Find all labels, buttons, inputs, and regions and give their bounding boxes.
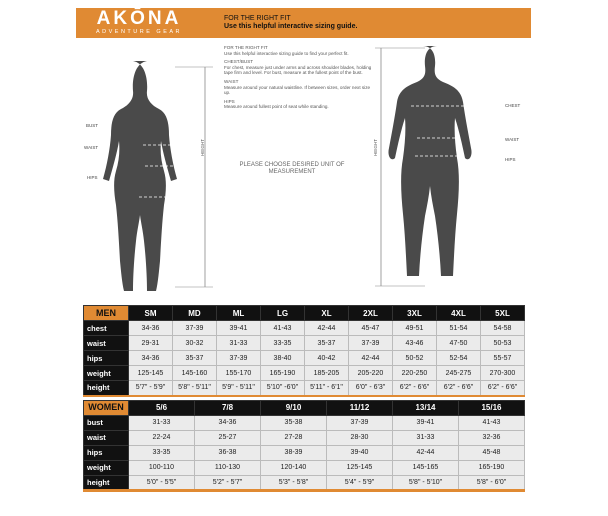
table-cell: 5'8" - 6'0" — [459, 475, 525, 490]
woman-hips-label: HIPS — [87, 175, 98, 180]
table-cell: 35-38 — [261, 415, 327, 430]
women-size-table — [83, 400, 525, 492]
table-row — [84, 321, 525, 336]
table-cell: 5'11" - 6'1" — [305, 381, 349, 396]
table-cell: 50-52 — [393, 351, 437, 366]
table-cell: 205-220 — [349, 366, 393, 381]
table-cell: 5'9" - 5'11" — [217, 381, 261, 396]
table-cell: 125-145 — [327, 460, 393, 475]
table-cell: 34-36 — [129, 351, 173, 366]
table-cell: 34-36 — [195, 415, 261, 430]
table-row — [84, 336, 525, 351]
table-cell: 37-39 — [173, 321, 217, 336]
size-header: 9/10 — [261, 400, 327, 415]
row-label: hips — [84, 445, 129, 460]
logo-tagline: ADVENTURE GEAR — [95, 29, 183, 35]
note-2 — [224, 79, 374, 96]
table-cell: 36-38 — [195, 445, 261, 460]
table-cell: 125-145 — [129, 366, 173, 381]
size-header: XL — [305, 306, 349, 321]
size-header: LG — [261, 306, 305, 321]
banner-title — [224, 15, 357, 31]
size-header: 13/14 — [393, 400, 459, 415]
table-row — [84, 430, 525, 445]
size-header: MD — [173, 306, 217, 321]
table-cell: 52-54 — [437, 351, 481, 366]
table-cell: 6'2" - 6'6" — [393, 381, 437, 396]
men-header-row — [84, 306, 525, 321]
women-header-row — [84, 400, 525, 415]
table-row — [84, 460, 525, 475]
table-row — [84, 445, 525, 460]
table-cell: 41-43 — [459, 415, 525, 430]
table-cell: 25-27 — [195, 430, 261, 445]
sizing-notes — [224, 45, 374, 113]
table-cell: 35-37 — [305, 336, 349, 351]
table-cell: 145-160 — [173, 366, 217, 381]
header-banner — [76, 8, 531, 38]
table-cell: 27-28 — [261, 430, 327, 445]
woman-height-label: HEIGHT — [200, 138, 206, 157]
size-header: 15/16 — [459, 400, 525, 415]
logo-brand: AKŌNA — [96, 8, 182, 29]
table-cell: 155-170 — [217, 366, 261, 381]
table-cell: 32-36 — [459, 430, 525, 445]
table-cell: 42-44 — [393, 445, 459, 460]
table-cell: 120-140 — [261, 460, 327, 475]
akona-logo — [84, 10, 194, 36]
unit-prompt[interactable]: PLEASE CHOOSE DESIRED UNIT OF MEASUREMENT — [239, 162, 345, 175]
table-cell: 5'8" - 5'10" — [393, 475, 459, 490]
table-cell: 41-43 — [261, 321, 305, 336]
table-cell: 5'2" - 5'7" — [195, 475, 261, 490]
note-heading: CHEST/BUST — [224, 59, 254, 65]
table-cell: 33-35 — [129, 445, 195, 460]
table-cell: 165-190 — [261, 366, 305, 381]
table-cell: 165-190 — [459, 460, 525, 475]
table-cell: 5'4" - 5'9" — [327, 475, 393, 490]
banner-subtitle: Use this helpful interactive sizing guide. — [224, 23, 358, 30]
table-cell: 42-44 — [349, 351, 393, 366]
row-label: waist — [84, 430, 129, 445]
row-label: weight — [84, 366, 129, 381]
table-cell: 37-39 — [327, 415, 393, 430]
table-cell: 6'2" - 6'6" — [481, 381, 525, 396]
table-cell: 39-41 — [217, 321, 261, 336]
table-cell: 28-30 — [327, 430, 393, 445]
table-cell: 31-33 — [217, 336, 261, 351]
row-label: bust — [84, 415, 129, 430]
table-cell: 31-33 — [393, 430, 459, 445]
table-cell: 34-36 — [129, 321, 173, 336]
table-cell: 185-205 — [305, 366, 349, 381]
table-cell: 43-46 — [393, 336, 437, 351]
table-cell: 5'0" - 5'5" — [129, 475, 195, 490]
note-text: Measure around your natural waistline. If between sizes, order next size up. — [224, 84, 371, 96]
size-header: 5XL — [481, 306, 525, 321]
row-label: height — [84, 381, 129, 396]
table-cell: 42-44 — [305, 321, 349, 336]
note-text: Use this helpful interactive sizing guide to find your perfect fit. — [224, 50, 349, 56]
man-waist-label: WAIST — [505, 137, 520, 142]
table-cell: 47-50 — [437, 336, 481, 351]
table-cell: 51-54 — [437, 321, 481, 336]
size-header: 2XL — [349, 306, 393, 321]
table-row — [84, 415, 525, 430]
men-label: MEN — [84, 306, 129, 321]
table-cell: 37-39 — [349, 336, 393, 351]
man-silhouette — [375, 42, 505, 292]
table-cell: 5'7" - 5'9" — [129, 381, 173, 396]
bust-label: BUST — [86, 123, 99, 128]
woman-silhouette — [95, 55, 215, 295]
man-height-label: HEIGHT — [373, 138, 379, 157]
table-cell: 5'10" -6'0" — [261, 381, 305, 396]
row-label: height — [84, 475, 129, 490]
note-1 — [224, 59, 374, 76]
table-cell: 245-275 — [437, 366, 481, 381]
note-heading: FOR THE RIGHT FIT — [224, 45, 268, 50]
table-cell: 55-57 — [481, 351, 525, 366]
table-cell: 5'8" - 5'11" — [173, 381, 217, 396]
table-cell: 35-37 — [173, 351, 217, 366]
table-cell: 29-31 — [129, 336, 173, 351]
size-tables — [83, 305, 525, 492]
table-cell: 6'0" - 6'3" — [349, 381, 393, 396]
man-hips-label: HIPS — [505, 157, 516, 162]
table-cell: 38-40 — [261, 351, 305, 366]
table-cell: 220-250 — [393, 366, 437, 381]
table-cell: 6'2" - 6'6" — [437, 381, 481, 396]
table-cell: 145-165 — [393, 460, 459, 475]
banner-title-text: FOR THE RIGHT FIT — [224, 15, 291, 22]
size-header: 5/6 — [129, 400, 195, 415]
men-size-table — [83, 305, 525, 397]
row-label: weight — [84, 460, 129, 475]
table-cell: 5'3" - 5'8" — [261, 475, 327, 490]
row-label: chest — [84, 321, 129, 336]
table-cell: 40-42 — [305, 351, 349, 366]
woman-waist-label: WAIST — [84, 145, 99, 150]
table-cell: 38-39 — [261, 445, 327, 460]
note-text: For chest, measure just under arms and across shoulder blades, holding tape firm and level. For bust, measure at the fullest point of the bust. — [224, 64, 372, 76]
row-label: hips — [84, 351, 129, 366]
women-label: WOMEN — [84, 400, 129, 415]
table-cell: 100-110 — [129, 460, 195, 475]
table-row — [84, 366, 525, 381]
table-row — [84, 351, 525, 366]
table-cell: 110-130 — [195, 460, 261, 475]
size-header: 4XL — [437, 306, 481, 321]
table-cell: 50-53 — [481, 336, 525, 351]
table-cell: 54-58 — [481, 321, 525, 336]
table-cell: 22-24 — [129, 430, 195, 445]
table-cell: 30-32 — [173, 336, 217, 351]
table-cell: 33-35 — [261, 336, 305, 351]
note-heading: HIPS — [224, 98, 235, 104]
table-cell: 37-39 — [217, 351, 261, 366]
table-cell: 39-40 — [327, 445, 393, 460]
size-header: 3XL — [393, 306, 437, 321]
table-row — [84, 381, 525, 396]
chest-label: CHEST — [505, 103, 521, 108]
table-cell: 39-41 — [393, 415, 459, 430]
size-header: 11/12 — [327, 400, 393, 415]
size-header: 7/8 — [195, 400, 261, 415]
table-cell: 45-48 — [459, 445, 525, 460]
table-row — [84, 475, 525, 490]
table-cell: 270-300 — [481, 366, 525, 381]
size-header: SM — [129, 306, 173, 321]
size-header: ML — [217, 306, 261, 321]
row-label: waist — [84, 336, 129, 351]
note-0 — [224, 45, 374, 56]
note-heading: WAIST — [224, 78, 239, 84]
table-cell: 31-33 — [129, 415, 195, 430]
table-cell: 49-51 — [393, 321, 437, 336]
note-text: Measure around fullest point of seat while standing. — [224, 104, 329, 110]
note-3 — [224, 99, 374, 110]
table-cell: 45-47 — [349, 321, 393, 336]
